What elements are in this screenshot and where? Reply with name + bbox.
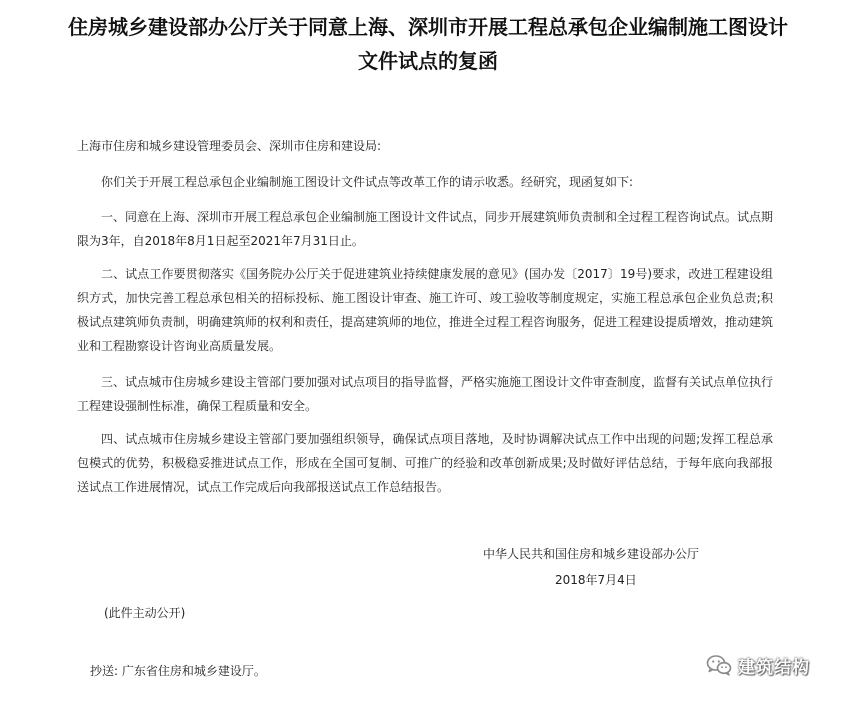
title-line-2: 文件试点的复函	[358, 49, 498, 73]
publication-note: (此件主动公开)	[104, 606, 186, 620]
signature-organization: 中华人民共和国住房和城乡建设部办公厅	[483, 547, 700, 561]
paragraph-item-1: 一、同意在上海、深圳市开展工程总承包企业编制施工图设计文件试点，同步开展建筑师负责制和全过程工程咨询试点。试点期限为3年，自2018年8月1日起至2021年7月31日止。	[77, 210, 774, 248]
wechat-icon	[706, 654, 732, 676]
watermark	[706, 650, 810, 680]
title-line-1: 住房城乡建设部办公厅关于同意上海、深圳市开展工程总承包企业编制施工图设计	[68, 15, 788, 39]
signature-date: 2018年7月4日	[555, 573, 637, 587]
watermark-text: 建筑结构	[738, 657, 810, 678]
paragraph-item-3: 三、试点城市住房城乡建设主管部门要加强对试点项目的指导监督，严格实施施工图设计文件审查制度，监督有关试点单位执行工程建设强制性标准，确保工程质量和安全。	[77, 375, 774, 413]
paragraph-intro: 你们关于开展工程总承包企业编制施工图设计文件试点等改革工作的请示收悉。经研究，现函复如下:	[101, 175, 634, 189]
paragraph-item-4: 四、试点城市住房城乡建设主管部门要加强组织领导，确保试点项目落地，及时协调解决试点工作中出现的问题;发挥工程总承包模式的优势，积极稳妥推进试点工作，形成在全国可复制、可推广的经验和改革创新成果;及时做好评估总结，于每年底向我部报送试点工作进展情况，试点工作完成后向我部报送试点工作总结报告。	[77, 432, 773, 494]
cc-line: 抄送: 广东省住房和城乡建设厅。	[90, 664, 266, 678]
paragraph-item-2: 二、试点工作要贯彻落实《国务院办公厅关于促进建筑业持续健康发展的意见》(国办发〔2017〕19号)要求，改进工程建设组织方式，加快完善工程总承包相关的招标投标、施工图设计审查、施工许可、竣工验收等制度规定，实施工程总承包企业负总责;积极试点建筑师负责制，明确建筑师的权利和责任，提高建筑师的地位，推进全过程工程咨询服务，促进工程建设提质增效，推动建筑业和工程勘察设计咨询业高质量发展。	[77, 267, 774, 353]
addressee: 上海市住房和城乡建设管理委员会、深圳市住房和建设局:	[77, 139, 382, 153]
document-title	[0, 10, 856, 78]
